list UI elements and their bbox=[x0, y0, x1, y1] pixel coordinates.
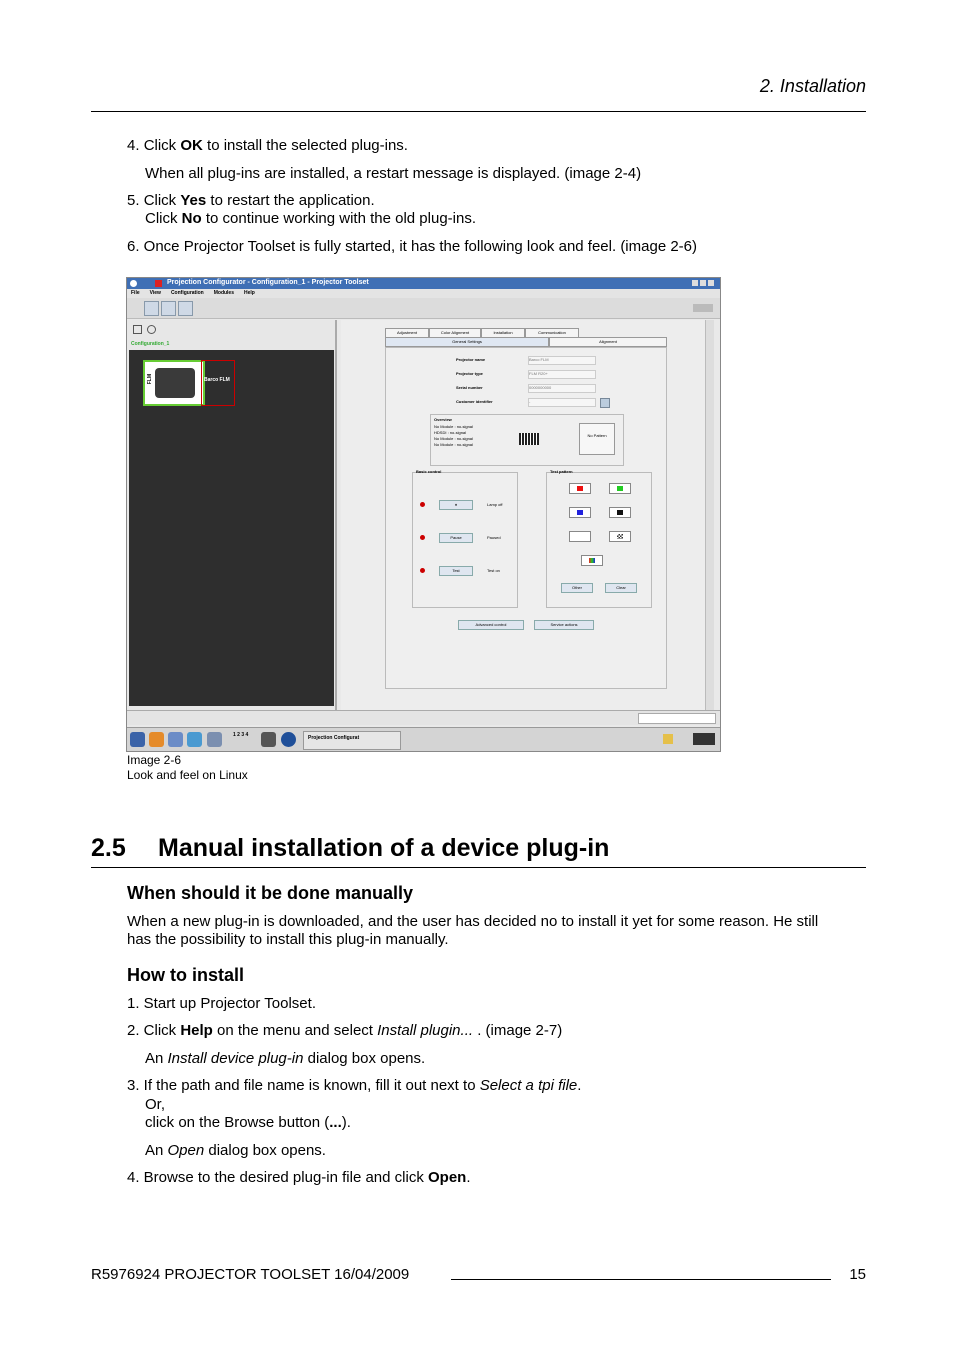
toolset-screenshot bbox=[126, 277, 721, 752]
projector-image bbox=[155, 368, 195, 398]
network-icon bbox=[168, 732, 183, 747]
overview-title: Overview bbox=[434, 417, 452, 422]
header-rule bbox=[91, 111, 866, 112]
tab-installation: Installation bbox=[481, 328, 525, 338]
white-pattern bbox=[569, 531, 591, 542]
lamp-led bbox=[420, 502, 425, 507]
window-title: Projection Configurator - Configuration_1 - Projector Toolset bbox=[167, 279, 369, 286]
figure-caption-text: Look and feel on Linux bbox=[127, 768, 248, 782]
no-pattern-preview: No Pattern bbox=[579, 423, 615, 455]
status-bar bbox=[127, 710, 720, 725]
clear-button: Clear bbox=[605, 583, 637, 593]
section-title: Manual installation of a device plug-in bbox=[158, 834, 610, 862]
subheading-when: When should it be done manually bbox=[127, 883, 414, 903]
pause-status: Paused bbox=[487, 535, 501, 540]
test-button: Test bbox=[439, 566, 473, 576]
how-step-3: 3. If the path and file name is known, fill it out next to Select a tpi file. bbox=[127, 1077, 582, 1094]
taskbar-window-label: Projection Configurat bbox=[308, 735, 360, 741]
how-step-2-note: An Install device plug-in dialog box opens. bbox=[145, 1050, 426, 1067]
field-label: Projector type bbox=[456, 371, 483, 376]
overview-row: No Module : no-signal bbox=[434, 436, 473, 441]
lock-icon bbox=[663, 734, 673, 744]
other-button: Other bbox=[561, 583, 593, 593]
menu-file: File bbox=[131, 290, 140, 296]
advanced-control-button: Advanced control bbox=[458, 620, 524, 630]
section-rule bbox=[91, 867, 866, 868]
window-controls bbox=[692, 280, 716, 287]
menu-modules: Modules bbox=[213, 290, 234, 296]
close-icon bbox=[708, 280, 714, 286]
how-step-2: 2. Click Help on the menu and select Install plugin... . (image 2-7) bbox=[127, 1022, 563, 1039]
how-step-3-note: An Open dialog box opens. bbox=[145, 1142, 326, 1159]
subheading-how: How to install bbox=[127, 965, 244, 985]
lamp-status: Lamp off bbox=[487, 502, 503, 507]
terminal-icon bbox=[261, 732, 276, 747]
grid-icon bbox=[133, 325, 142, 334]
overview-row: No Module : no-signal bbox=[434, 442, 473, 447]
overview-row: No Module : no-signal bbox=[434, 424, 473, 429]
device-pane bbox=[341, 320, 713, 710]
window-titlebar bbox=[127, 278, 720, 289]
status-field bbox=[638, 713, 716, 724]
page-number: 15 bbox=[849, 1266, 866, 1283]
serial-number-field: 0000000000 bbox=[528, 384, 596, 393]
figure-caption-number: Image 2-6 bbox=[127, 753, 182, 767]
red-pattern bbox=[569, 483, 591, 494]
signal-bars-icon bbox=[519, 433, 539, 445]
when-text-line-1: When a new plug-in is downloaded, and the user has decided no to install it yet for some reason. He still bbox=[127, 913, 819, 930]
device-side-label: FLM bbox=[147, 374, 153, 385]
checker-pattern bbox=[609, 531, 631, 542]
globe-icon bbox=[281, 732, 296, 747]
overview-row: HDSDI : no-signal bbox=[434, 430, 467, 435]
overview-box bbox=[430, 414, 624, 466]
chapter-header: 2. Installation bbox=[759, 76, 866, 96]
step-6: 6. Once Projector Toolset is fully started, it has the following look and feel. (image 2-6) bbox=[127, 238, 698, 255]
field-label: Customer identifier bbox=[456, 399, 493, 404]
chart-icon bbox=[178, 301, 193, 316]
toolbar bbox=[127, 298, 720, 319]
field-label: Projector name bbox=[456, 357, 486, 362]
taskbar-window-button bbox=[303, 731, 401, 750]
field-label: Serial number bbox=[456, 385, 483, 390]
colorbar-pattern bbox=[581, 555, 603, 566]
subtab-alignment: Alignment bbox=[549, 337, 667, 347]
window-menu-icon bbox=[130, 280, 137, 287]
how-step-4: 4. Browse to the desired plug-in file and click Open. bbox=[127, 1169, 471, 1186]
test-led bbox=[420, 568, 425, 573]
step-5-alt: Click No to continue working with the old plug-ins. bbox=[145, 210, 476, 227]
maximize-icon bbox=[700, 280, 706, 286]
general-settings-panel bbox=[385, 347, 667, 689]
how-step-3-or: Or, bbox=[145, 1096, 166, 1113]
test-pattern-box bbox=[546, 469, 652, 608]
layout-icon bbox=[144, 301, 159, 316]
test-pattern-title: Test pattern bbox=[550, 469, 573, 474]
app-icon bbox=[155, 280, 162, 287]
pause-led bbox=[420, 535, 425, 540]
browser-icon bbox=[187, 732, 202, 747]
step-4: 4. Click OK to install the selected plug-ins. bbox=[127, 137, 408, 154]
settings-icon bbox=[207, 732, 222, 747]
section-number: 2.5 bbox=[91, 834, 126, 862]
tab-adjustment: Adjustment bbox=[385, 328, 429, 338]
device-canvas bbox=[129, 350, 334, 706]
overview-list bbox=[434, 424, 473, 448]
test-status: Test on bbox=[487, 568, 500, 573]
customer-identifier-field: - bbox=[528, 398, 596, 407]
vertical-scrollbar bbox=[705, 320, 714, 710]
configuration-label: Configuration_1 bbox=[131, 341, 170, 347]
edit-icon bbox=[600, 398, 610, 408]
linux-taskbar bbox=[127, 727, 720, 752]
footer-document-id: R5976924 PROJECTOR TOOLSET 16/04/2009 bbox=[91, 1266, 410, 1283]
step-4-note: When all plug-ins are installed, a restart message is displayed. (image 2-4) bbox=[145, 165, 642, 182]
footer-rule bbox=[451, 1279, 831, 1280]
pause-button: Pause bbox=[439, 533, 473, 543]
menu-view: View bbox=[149, 290, 161, 296]
menu-bar bbox=[127, 289, 720, 298]
when-text-line-2: has the possibility to install this plug-in manually. bbox=[127, 931, 449, 948]
desktop-switcher: 1 2 3 4 bbox=[233, 732, 249, 738]
service-actions-button: Service actions bbox=[534, 620, 594, 630]
menu-configuration: Configuration bbox=[170, 290, 204, 296]
projector-type-field: FLM R20+ bbox=[528, 370, 596, 379]
basic-control-box bbox=[412, 469, 518, 608]
subtab-general-settings: General Settings bbox=[385, 337, 549, 347]
power-icon bbox=[147, 325, 156, 334]
step-5: 5. Click Yes to restart the application. bbox=[127, 192, 375, 209]
layout-switch-icon bbox=[693, 304, 713, 312]
section-heading bbox=[91, 834, 609, 863]
basic-control-title: Basic control bbox=[416, 469, 442, 474]
device-selection bbox=[201, 360, 235, 406]
lamp-button: ♦ bbox=[439, 500, 473, 510]
menu-help: Help bbox=[244, 290, 255, 296]
black-pattern bbox=[609, 507, 631, 518]
tab-color-alignment: Color Alignment bbox=[429, 328, 481, 338]
device-thumbnail bbox=[143, 360, 205, 406]
minimize-icon bbox=[692, 280, 698, 286]
projector-name-field: Barco FLM bbox=[528, 356, 596, 365]
clock-icon bbox=[693, 733, 715, 745]
start-menu-icon bbox=[130, 732, 145, 747]
home-icon bbox=[149, 732, 164, 747]
how-step-3-browse: click on the Browse button (...). bbox=[145, 1114, 351, 1131]
pin-icon bbox=[161, 301, 176, 316]
tab-communication: Communication bbox=[525, 328, 579, 338]
blue-pattern bbox=[569, 507, 591, 518]
how-step-1: 1. Start up Projector Toolset. bbox=[127, 995, 316, 1012]
device-label: Barco FLM bbox=[204, 377, 230, 383]
green-pattern bbox=[609, 483, 631, 494]
configuration-pane bbox=[127, 320, 337, 710]
